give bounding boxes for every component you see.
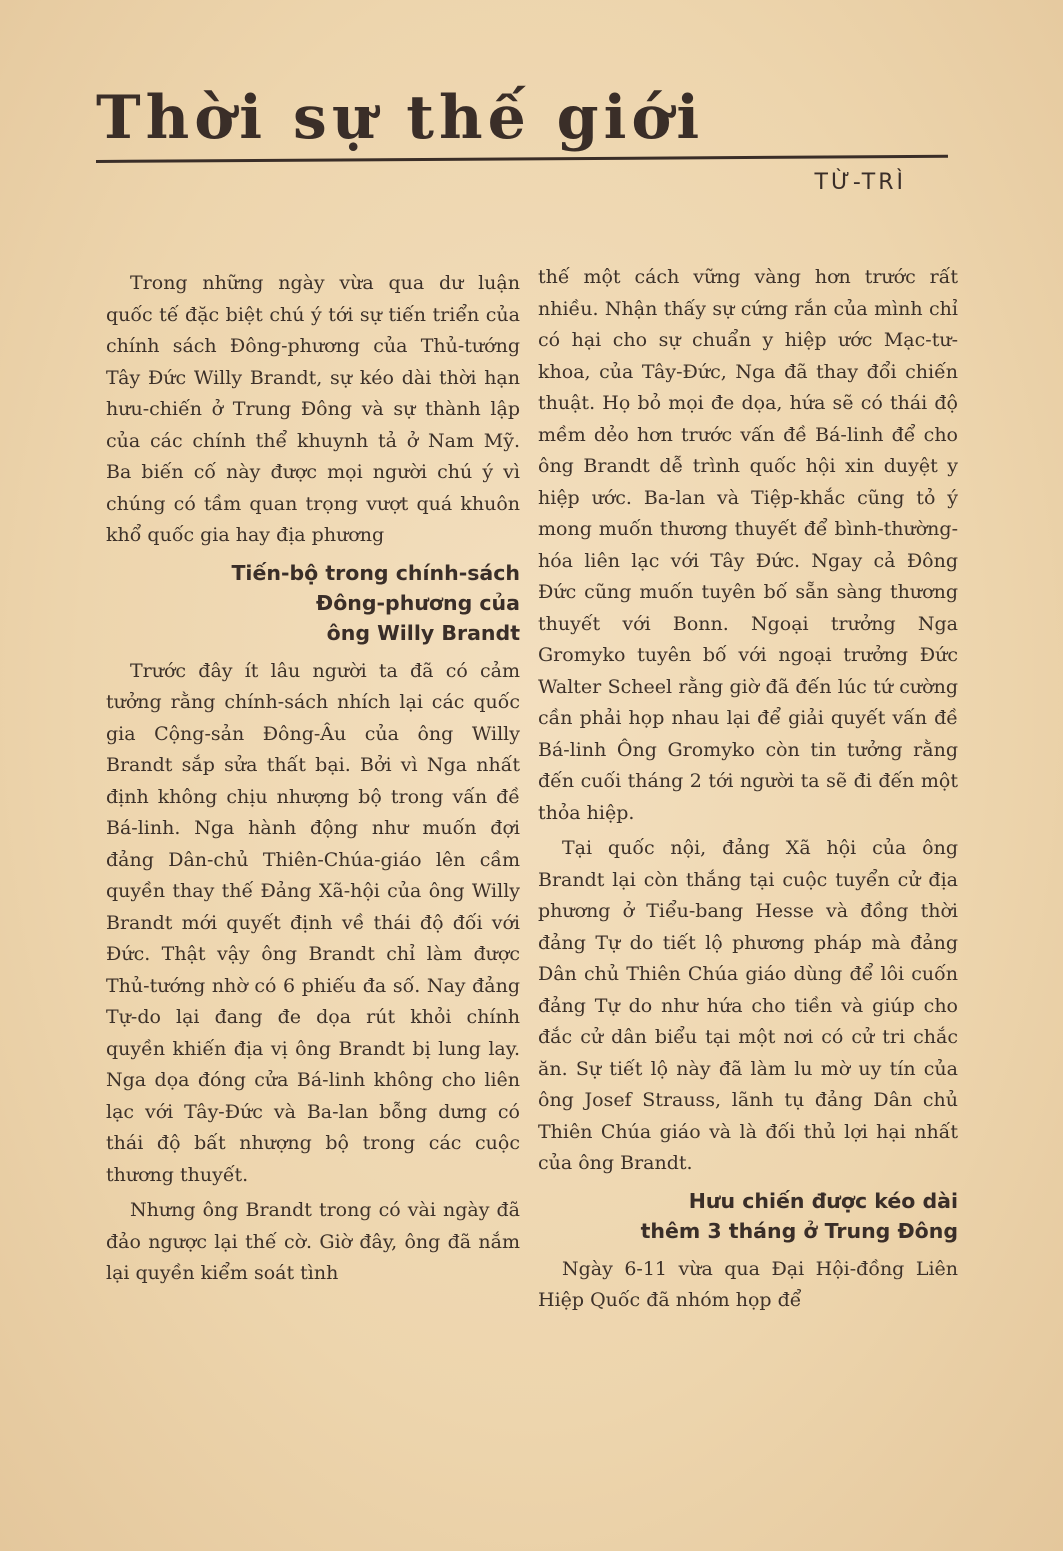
- paragraph: Trong những ngày vừa qua dư luận quốc tế đặc biệt chú ý tới sự tiến triển của chính sách Đông-phương của Thủ-tướng Tây Đức Willy Brandt, sự kéo dài thời hạn hưu-chiến ở Trung Đông và sự thành lập của các chính thể khuynh tả ở Nam Mỹ. Ba biến cố này được mọi người chú ý vì chúng có tầm quan trọng vượt quá khuôn khổ quốc gia hay địa phương: [106, 272, 520, 546]
- author-byline: TỪ-TRÌ: [814, 170, 906, 195]
- section-heading-line: Đông-phương của: [316, 590, 520, 615]
- section-heading-line: Hưu chiến được kéo dài: [688, 1188, 958, 1213]
- right-column: [538, 262, 958, 1321]
- left-column: [106, 268, 520, 1294]
- section-heading: [106, 558, 520, 648]
- page-title: Thời sự thế giới: [96, 83, 705, 153]
- section-heading-line: thêm 3 tháng ở Trung Đông: [640, 1218, 958, 1243]
- paragraph: thế một cách vững vàng hơn trước rất nhiều. Nhận thấy sự cứng rắn của mình chỉ có hại cho sự chuẩn y hiệp ước Mạc-tư-khoa, của Tây-Đức, Nga đã thay đổi chiến thuật. Họ bỏ mọi đe dọa, hứa sẽ có thái độ mềm dẻo hơn trước vấn đề Bá-linh để cho ông Brandt dễ trình quốc hội xin duyệt y hiệp ước. Ba-lan và Tiệp-khắc cũng tỏ ý mong muốn thương thuyết để bình-thường-hóa liên lạc với Tây Đức. Ngay cả Đông Đức cũng muốn tuyên bố sẵn sàng thương thuyết với Bonn. Ngoại trưởng Nga Gromyko tuyên bố với ngoại trưởng Đức Walter Scheel rằng giờ đã đến lúc tứ cường cần phải họp nhau lại để giải quyết vấn đề Bá-linh Ông Gromyko còn tin tưởng rằng đến cuối tháng 2 tới người ta sẽ đi đến một thỏa hiệp.: [538, 266, 958, 824]
- title-rule: [96, 155, 948, 163]
- paragraph: Trước đây ít lâu người ta đã có cảm tưởng rằng chính-sách nhích lại các quốc gia Cộng-sản Đông-Âu của ông Willy Brandt sắp sửa thất bại. Bởi vì Nga nhất định không chịu nhượng bộ trong vấn đề Bá-linh. Nga hành động như muốn đợi đảng Dân-chủ Thiên-Chúa-giáo lên cầm quyền thay thế Đảng Xã-hội của ông Willy Brandt mới quyết định về thái độ đối với Đức. Thật vậy ông Brandt chỉ làm được Thủ-tướng nhờ có 6 phiếu đa số. Nay đảng Tự-do lại đang đe dọa rút khỏi chính quyền khiến địa vị ông Brandt bị lung lay. Nga dọa đóng cửa Bá-linh không cho liên lạc với Tây-Đức và Ba-lan bỗng dưng có thái độ bất nhượng bộ trong các cuộc thương thuyết.: [106, 659, 520, 1186]
- paragraph: Nhưng ông Brandt trong có vài ngày đã đảo ngược lại thế cờ. Giờ đây, ông đã nắm lại quyền kiểm soát tình: [106, 1199, 520, 1284]
- section-heading-line: Tiến-bộ trong chính-sách: [231, 560, 520, 585]
- section-heading: [538, 1186, 958, 1246]
- paragraph: Ngày 6-11 vừa qua Đại Hội-đồng Liên Hiệp Quốc đã nhóm họp để: [538, 1257, 958, 1311]
- section-heading-line: ông Willy Brandt: [326, 620, 520, 645]
- paragraph: Tại quốc nội, đảng Xã hội của ông Brandt lại còn thắng tại cuộc tuyển cử địa phương ở Tiểu-bang Hesse và đồng thời đảng Tự do tiết lộ phương pháp mà đảng Dân chủ Thiên Chúa giáo dùng để lôi cuốn đảng Tự do như hứa cho tiền và giúp cho đắc cử dân biểu tại một nơi có cử tri chắc ăn. Sự tiết lộ này đã làm lu mờ uy tín của ông Josef Strauss, lãnh tụ đảng Dân chủ Thiên Chúa giáo và là đối thủ lợi hại nhất của ông Brandt.: [538, 837, 958, 1174]
